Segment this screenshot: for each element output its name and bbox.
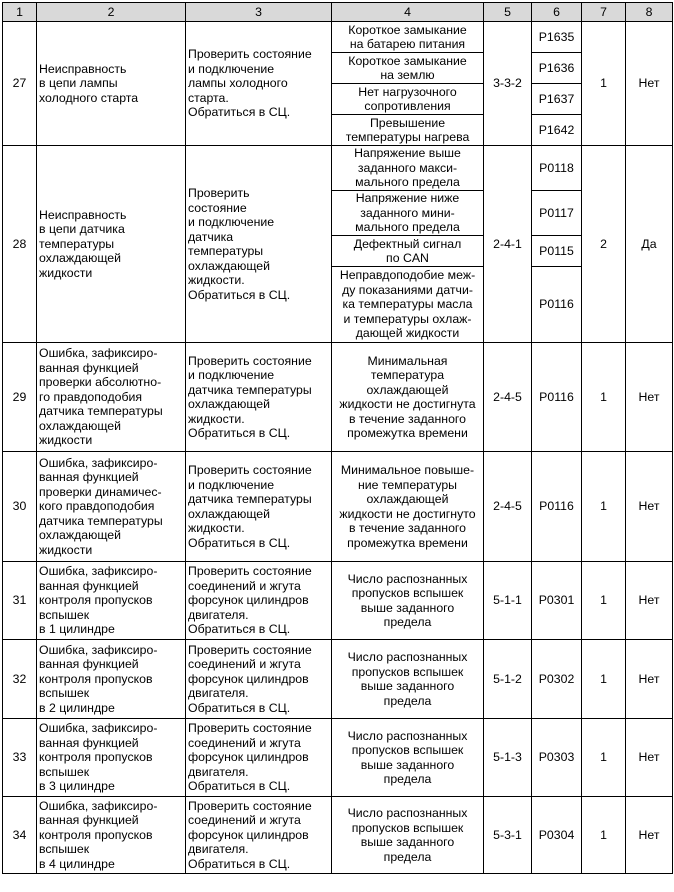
header-col-1: 1 <box>3 3 37 22</box>
header-row <box>3 3 673 22</box>
recommended-action: Проверить состояние соединений и жгута форсунок цилиндров двигателя. Обратиться в СЦ. <box>186 640 332 719</box>
fault-description: Неисправность в цепи лампы холодного старта <box>37 22 186 146</box>
row-number: 34 <box>3 797 37 874</box>
warning-lamp: Да <box>626 146 673 343</box>
dtc-code: P0304 <box>532 797 582 874</box>
table-row <box>3 562 673 640</box>
blink-code: 2-4-5 <box>484 452 532 562</box>
dtc-code: P1635 <box>532 22 582 53</box>
warning-lamp: Нет <box>626 640 673 719</box>
fault-condition: Число распознанных пропусков вспышек выше заданного предела <box>332 562 484 640</box>
priority-value: 1 <box>582 562 626 640</box>
warning-lamp: Нет <box>626 22 673 146</box>
row-number: 30 <box>3 452 37 562</box>
fault-condition: Число распознанных пропусков вспышек выше заданного предела <box>332 640 484 719</box>
row-number: 29 <box>3 343 37 452</box>
table-row <box>3 452 673 562</box>
table-row <box>3 719 673 797</box>
warning-lamp: Нет <box>626 562 673 640</box>
table-row <box>3 22 673 53</box>
blink-code: 5-3-1 <box>484 797 532 874</box>
recommended-action: Проверить состояние и подключение датчика температуры охлаждающей жидкости. Обратиться в СЦ. <box>186 146 332 343</box>
header-col-8: 8 <box>626 3 673 22</box>
blink-code: 2-4-5 <box>484 343 532 452</box>
row-number: 27 <box>3 22 37 146</box>
priority-value: 1 <box>582 452 626 562</box>
row-number: 28 <box>3 146 37 343</box>
priority-value: 1 <box>582 797 626 874</box>
dtc-code: P0301 <box>532 562 582 640</box>
row-number: 32 <box>3 640 37 719</box>
fault-condition: Число распознанных пропусков вспышек выше заданного предела <box>332 719 484 797</box>
header-col-5: 5 <box>484 3 532 22</box>
table-row <box>3 146 673 191</box>
warning-lamp: Нет <box>626 343 673 452</box>
fault-condition: Неправдоподобие меж- ду показаниями датчи- ка температуры масла и температуры охлаж- дающей жидкости <box>332 267 484 343</box>
fault-condition: Напряжение ниже заданного мини- мального предела <box>332 191 484 236</box>
table-row <box>3 797 673 874</box>
fault-condition: Минимальная температура охлаждающей жидкости не достигнута в течение заданного промежутка времени <box>332 343 484 452</box>
header-col-6: 6 <box>532 3 582 22</box>
table-row <box>3 640 673 719</box>
row-number: 33 <box>3 719 37 797</box>
dtc-code: P0116 <box>532 452 582 562</box>
dtc-code: P0116 <box>532 267 582 343</box>
recommended-action: Проверить состояние соединений и жгута форсунок цилиндров двигателя. Обратиться в СЦ. <box>186 719 332 797</box>
fault-description: Ошибка, зафиксиро- ванная функцией контроля пропусков вспышек в 2 цилиндре <box>37 640 186 719</box>
blink-code: 2-4-1 <box>484 146 532 343</box>
header-col-3: 3 <box>186 3 332 22</box>
fault-description: Ошибка, зафиксиро- ванная функцией контроля пропусков вспышек в 3 цилиндре <box>37 719 186 797</box>
fault-condition: Короткое замыкание на землю <box>332 53 484 84</box>
recommended-action: Проверить состояние и подключение лампы холодного старта. Обратиться в СЦ. <box>186 22 332 146</box>
fault-description: Ошибка, зафиксиро- ванная функцией проверки абсолютно- го правдоподобия датчика температуры охлаждающей жидкости <box>37 343 186 452</box>
dtc-code: P0302 <box>532 640 582 719</box>
fault-description: Ошибка, зафиксиро- ванная функцией контроля пропусков вспышек в 1 цилиндре <box>37 562 186 640</box>
priority-value: 1 <box>582 640 626 719</box>
priority-value: 1 <box>582 343 626 452</box>
dtc-code: P0117 <box>532 191 582 236</box>
fault-condition: Нет нагрузочного сопротивления <box>332 84 484 115</box>
recommended-action: Проверить состояние и подключение датчика температуры охлаждающей жидкости. Обратиться в СЦ. <box>186 343 332 452</box>
priority-value: 1 <box>582 719 626 797</box>
row-number: 31 <box>3 562 37 640</box>
recommended-action: Проверить состояние соединений и жгута форсунок цилиндров двигателя. Обратиться в СЦ. <box>186 797 332 874</box>
fault-condition: Превышение температуры нагрева <box>332 115 484 146</box>
table-row <box>3 343 673 452</box>
dtc-code: P1637 <box>532 84 582 115</box>
fault-condition: Число распознанных пропусков вспышек выше заданного предела <box>332 797 484 874</box>
fault-condition: Короткое замыкание на батарею питания <box>332 22 484 53</box>
blink-code: 3-3-2 <box>484 22 532 146</box>
dtc-code: P0118 <box>532 146 582 191</box>
priority-value: 2 <box>582 146 626 343</box>
header-col-7: 7 <box>582 3 626 22</box>
warning-lamp: Нет <box>626 452 673 562</box>
blink-code: 5-1-2 <box>484 640 532 719</box>
fault-condition: Напряжение выше заданного макси- мального предела <box>332 146 484 191</box>
recommended-action: Проверить состояние и подключение датчика температуры охлаждающей жидкости. Обратиться в СЦ. <box>186 452 332 562</box>
fault-description: Ошибка, зафиксиро- ванная функцией контроля пропусков вспышек в 4 цилиндре <box>37 797 186 874</box>
recommended-action: Проверить состояние соединений и жгута форсунок цилиндров двигателя. Обратиться в СЦ. <box>186 562 332 640</box>
dtc-code: P0116 <box>532 343 582 452</box>
header-col-2: 2 <box>37 3 186 22</box>
diagnostic-codes-table <box>2 2 673 874</box>
fault-description: Ошибка, зафиксиро- ванная функцией проверки динамичес- кого правдоподобия датчика температуры охлаждающей жидкости <box>37 452 186 562</box>
warning-lamp: Нет <box>626 719 673 797</box>
warning-lamp: Нет <box>626 797 673 874</box>
fault-description: Неисправность в цепи датчика температуры охлаждающей жидкости <box>37 146 186 343</box>
fault-condition: Дефектный сигнал по CAN <box>332 236 484 267</box>
dtc-code: P0303 <box>532 719 582 797</box>
dtc-code: P1636 <box>532 53 582 84</box>
dtc-code: P1642 <box>532 115 582 146</box>
blink-code: 5-1-1 <box>484 562 532 640</box>
dtc-code: P0115 <box>532 236 582 267</box>
header-col-4: 4 <box>332 3 484 22</box>
priority-value: 1 <box>582 22 626 146</box>
blink-code: 5-1-3 <box>484 719 532 797</box>
fault-condition: Минимальное повыше- ние температуры охлаждающей жидкости не достигнуто в течение заданного промежутка времени <box>332 452 484 562</box>
